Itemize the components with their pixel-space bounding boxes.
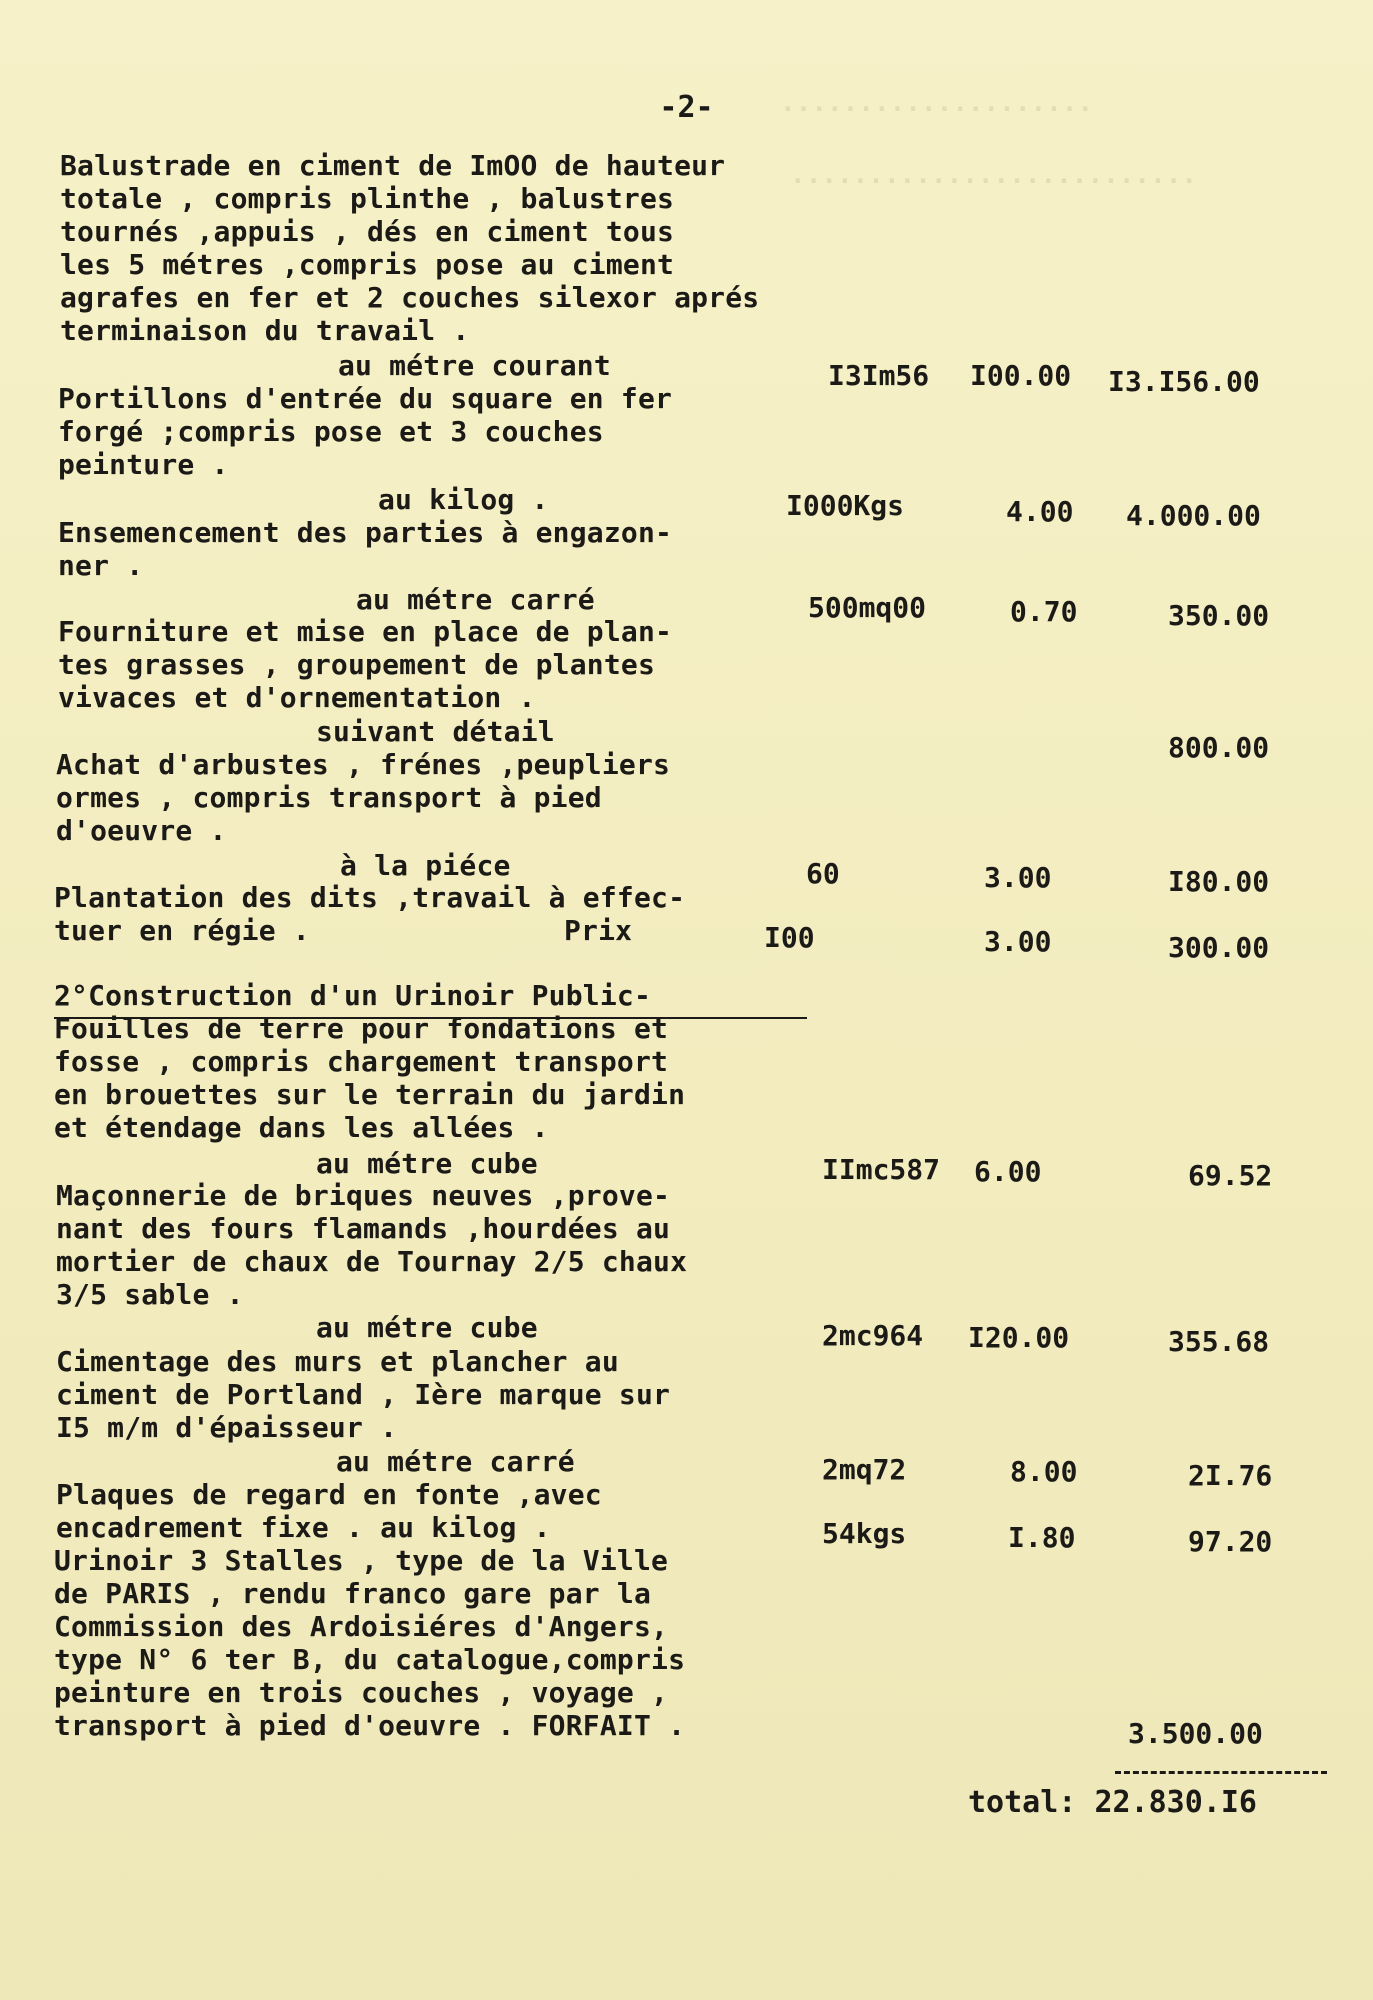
unit-price: 3.00	[984, 861, 1052, 894]
text-line: tournés ,appuis , dés en ciment tous	[60, 215, 675, 248]
quantity: 2mq72	[822, 1453, 907, 1486]
amount: 800.00	[1168, 731, 1270, 764]
text-line: tuer en régie .	[54, 914, 310, 947]
text-line: Achat d'arbustes , frénes ,peupliers	[56, 748, 671, 781]
text-line: Fouilles de terre pour fondations et	[54, 1012, 669, 1045]
text-line: transport à pied d'oeuvre . FORFAIT .	[54, 1709, 686, 1742]
text-line: tes grasses , groupement de plantes	[58, 648, 656, 681]
bleed-through: ..........................	[790, 160, 1197, 190]
quantity: I3Im56	[828, 359, 930, 392]
text-line: totale , compris plinthe , balustres	[60, 182, 675, 215]
text-line: nant des fours flamands ,hourdées au	[56, 1212, 671, 1245]
total-rule	[1115, 1771, 1327, 1774]
unit-price: 0.70	[1010, 595, 1078, 628]
amount: I3.I56.00	[1108, 365, 1260, 398]
unit-line: au métre cube	[316, 1311, 538, 1344]
unit-line: Prix	[564, 914, 633, 947]
text-line: Cimentage des murs et plancher au	[56, 1345, 619, 1378]
text-line: Plaques de regard en fonte ,avec	[56, 1478, 602, 1511]
text-line: Ensemencement des parties à engazon-	[58, 516, 673, 549]
text-line: 3/5 sable .	[56, 1278, 244, 1311]
text-line: Balustrade en ciment de ImOO de hauteur	[60, 149, 726, 182]
unit-line: au métre carré	[336, 1445, 575, 1478]
amount: I80.00	[1168, 865, 1270, 898]
text-line: fosse , compris chargement transport	[54, 1045, 669, 1078]
text-line: Portillons d'entrée du square en fer	[58, 382, 673, 415]
quantity: I000Kgs	[786, 489, 905, 522]
amount: 97.20	[1188, 1525, 1273, 1558]
amount: 2I.76	[1188, 1459, 1273, 1492]
text-line: de PARIS , rendu franco gare par la	[54, 1577, 652, 1610]
text-line: agrafes en fer et 2 couches silexor aprés	[60, 281, 760, 314]
quantity: IImc587	[822, 1153, 941, 1186]
total-value: 22.830.I6	[1094, 1785, 1257, 1820]
text-line: Commission des Ardoisiéres d'Angers,	[54, 1610, 669, 1643]
text-line: encadrement fixe . au kilog .	[56, 1511, 551, 1544]
text-line: en brouettes sur le terrain du jardin	[54, 1078, 686, 1111]
text-line: Maçonnerie de briques neuves ,prove-	[56, 1179, 671, 1212]
amount: 350.00	[1168, 599, 1270, 632]
section-heading: 2°Construction d'un Urinoir Public-	[54, 979, 652, 1012]
amount: 355.68	[1168, 1325, 1270, 1358]
text-line: ormes , compris transport à pied	[56, 781, 602, 814]
text-line: ciment de Portland , Ière marque sur	[56, 1378, 671, 1411]
unit-line: au métre cube	[316, 1147, 538, 1180]
text-line: peinture en trois couches , voyage ,	[54, 1676, 669, 1709]
text-line: et étendage dans les allées .	[54, 1111, 549, 1144]
unit-line: au métre courant	[338, 349, 611, 382]
text-line: ner .	[58, 549, 144, 582]
amount: 3.500.00	[1128, 1717, 1263, 1750]
amount: 69.52	[1188, 1159, 1273, 1192]
quantity: I00	[764, 921, 815, 954]
total-label: total:	[968, 1785, 1077, 1820]
unit-line: au kilog .	[378, 483, 549, 516]
text-line: terminaison du travail .	[60, 314, 470, 347]
unit-price: 6.00	[974, 1155, 1042, 1188]
page-number: -2-	[659, 90, 714, 125]
text-line: mortier de chaux de Tournay 2/5 chaux	[56, 1245, 688, 1278]
text-line: vivaces et d'ornementation .	[58, 681, 536, 714]
unit-price: 4.00	[1006, 495, 1074, 528]
text-line: forgé ;compris pose et 3 couches	[58, 415, 604, 448]
unit-line: au métre carré	[356, 583, 595, 616]
text-line: Urinoir 3 Stalles , type de la Ville	[54, 1544, 669, 1577]
unit-line: suivant détail	[316, 715, 555, 748]
unit-price: I00.00	[970, 359, 1072, 392]
text-line: les 5 métres ,compris pose au ciment	[60, 248, 675, 281]
quantity: 500mq00	[808, 591, 927, 624]
unit-line: à la piéce	[340, 849, 511, 882]
amount: 300.00	[1168, 931, 1270, 964]
quantity: 60	[806, 857, 840, 890]
quantity: 2mc964	[822, 1319, 924, 1352]
text-line: Fourniture et mise en place de plan-	[58, 615, 673, 648]
unit-price: I20.00	[968, 1321, 1070, 1354]
quantity: 54kgs	[822, 1517, 907, 1550]
text-line: d'oeuvre .	[56, 814, 227, 847]
total-row	[968, 1785, 1257, 1820]
amount: 4.000.00	[1126, 499, 1261, 532]
unit-price: 3.00	[984, 925, 1052, 958]
text-line: I5 m/m d'épaisseur .	[56, 1411, 398, 1444]
unit-price: I.80	[1008, 1521, 1076, 1554]
text-line: type N° 6 ter B, du catalogue,compris	[54, 1643, 686, 1676]
text-line: peinture .	[58, 448, 229, 481]
unit-price: 8.00	[1010, 1455, 1078, 1488]
bleed-through: ....................	[780, 88, 1094, 118]
text-line: Plantation des dits ,travail à effec-	[54, 881, 686, 914]
